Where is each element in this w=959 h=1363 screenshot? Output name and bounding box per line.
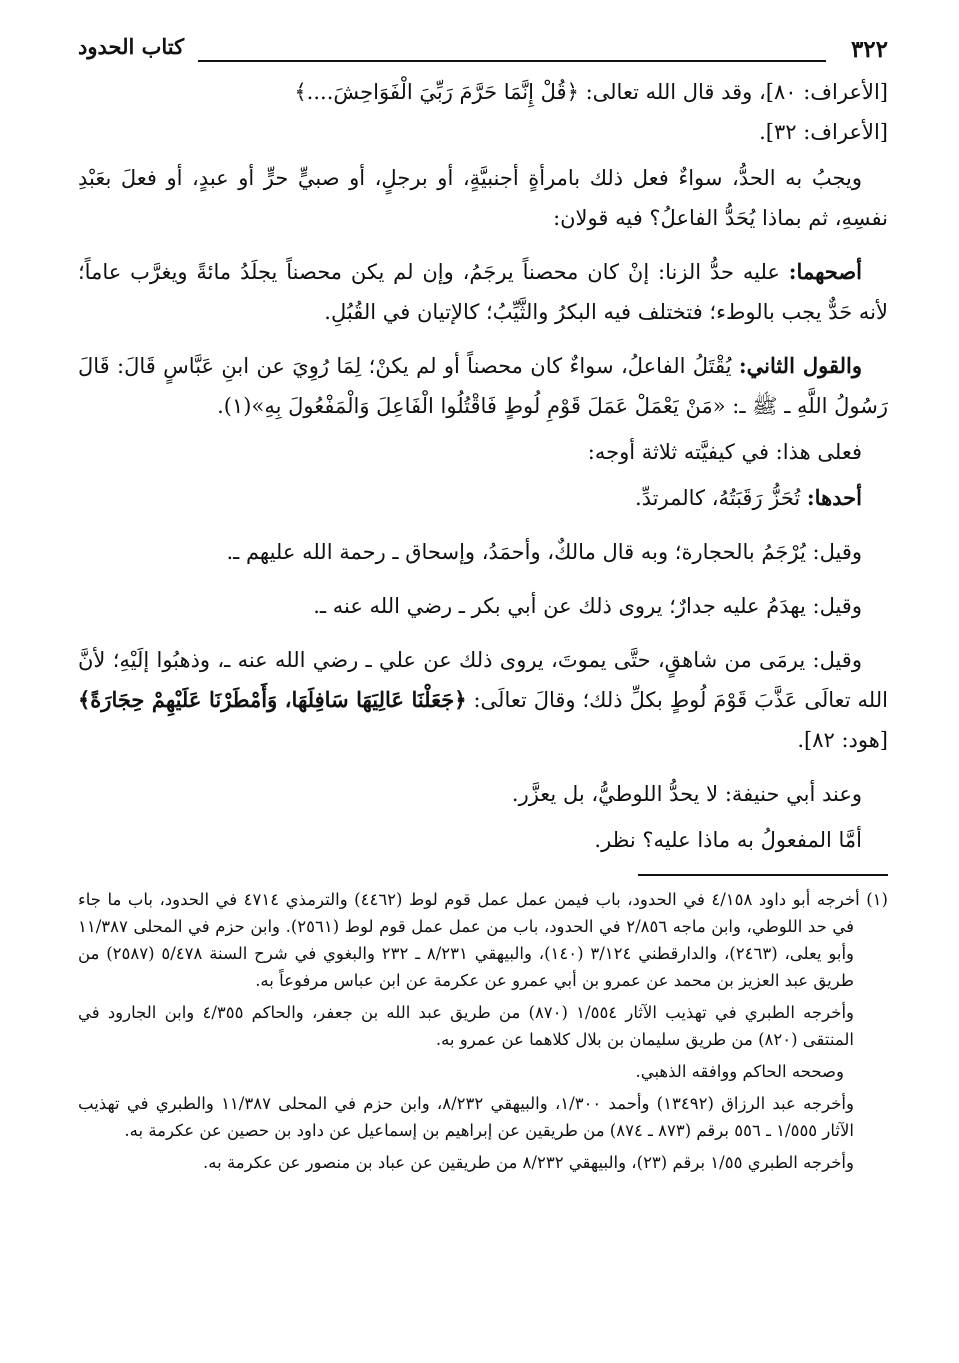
- header-rule: [198, 60, 826, 62]
- footnote-rule: [638, 874, 888, 876]
- paragraph-7: وقيل: يُرْجَمُ بالحجارة؛ وبه قال مالكٌ، وأحمَدُ، وإسحاق ـ رحمة الله عليهم ـ.: [226, 540, 862, 564]
- footnote-1-part-2: وأخرجه الطبري في تهذيب الآثار ١/٥٥٤ (٨٧٠) من طريق عبد الله بن جعفر، والحاكم ٤/٣٥٥ وابن الجارود في المنتقى (٨٢٠) من طريق سليمان بن بلال كلاهما عن عمرو به.: [78, 1003, 854, 1049]
- page: [78, 28, 888, 1181]
- p3-text: عليه حدُّ الزنا: إنْ كان محصناً يرجَمُ، وإن لم يكن محصناً يجلَدُ مائةً ويغرَّب عاماً؛ لأنه حَدٌّ يجب بالوطء؛ فتختلف فيه البكرُ والثَّيِّبُ؛ كالإتيان في القُبُلِ.: [78, 260, 888, 324]
- p9-ref: [هود: ٨٢].: [797, 728, 888, 752]
- paragraph-1: [78, 72, 888, 152]
- footnote-1-part-5: وأخرجه الطبري ١/٥٥ برقم (٢٣)، والبيهقي ٨/٢٣٢ من طريقين عن عباد بن منصور عن عكرمة به.: [203, 1153, 854, 1172]
- p1-line2: [الأعراف: ٣٢].: [759, 120, 888, 144]
- paragraph-10: وعند أبي حنيفة: لا يحدُّ اللوطيُّ، بل يعزَّر.: [511, 782, 862, 806]
- main-text: [78, 72, 888, 860]
- paragraph-3: [78, 252, 888, 332]
- p9-quran: ﴿جَعَلْنَا عَالِيَهَا سَافِلَهَا، وَأَمْطَرْنَا عَلَيْهِمْ حِجَارَةً﴾: [78, 687, 467, 712]
- paragraph-6: [78, 478, 888, 518]
- footnote-1: (١) أخرجه أبو داود ٤/١٥٨ في الحدود، باب فيمن عمل عمل قوم لوط (٤٤٦٢) والترمذي ٤٧١٤ في الحدود، باب ما جاء في حد اللوطي، وابن ماجه ٢/٨٥٦ في الحدود، باب من عمل عمل قوم لوط (٢٥٦١). وابن حزم في المحلى ١١/٣٨٧ وأبو يعلى، (٢٤٦٣)، والدارقطني ٣/١٢٤ (١٤٠)، والبيهقي ٨/٢٣١ ـ ٢٣٢ والبغوي في شرح السنة ٥/٤٧٨ (٢٥٨٧) من طريق عبد العزيز بن محمد عن عمرو بن أبي عمرو عن عكرمة عن ابن عباس مرفوعاً به.: [78, 890, 888, 990]
- paragraph-2: ويجبُ به الحدُّ، سواءٌ فعل ذلك بامرأةٍ أجنبيَّةٍ، أو برجلٍ، أو صبيٍّ حرٍّ أو عبدٍ، أو فعلَ بعَبْدِ نفسِهِ، ثم بماذا يُحَدُّ الفاعلُ؟ فيه قولان:: [78, 166, 888, 230]
- p4-lead: والقول الثاني:: [738, 353, 863, 378]
- footnote-1-part-3: وصححه الحاكم ووافقه الذهبي.: [635, 1062, 844, 1081]
- p1-line1: [الأعراف: ٨٠]، وقد قال الله تعالى: ﴿قُلْ إِنَّمَا حَرَّمَ رَبِّيَ الْفَوَاحِشَ....﴾: [294, 80, 888, 104]
- p3-lead: أصحهما:: [788, 259, 862, 284]
- paragraph-9: [78, 640, 888, 760]
- p4-text: يُقْتَلُ الفاعلُ، سواءٌ كان محصناً أو لم يكنْ؛ لِمَا رُوِيَ عن ابنِ عَبَّاسٍ قَالَ: قَالَ رَسُولُ اللَّهِ ـ ﷺ ـ: «مَنْ يَعْمَلْ عَمَلَ قَوْمِ لُوطٍ فَاقْتُلُوا الْفَاعِلَ وَالْمَفْعُولَ بِهِ»(١).: [78, 354, 888, 418]
- page-number: ٣٢٢: [850, 36, 888, 63]
- p6-text: تُحَزُّ رَقَبَتُهُ، كالمرتدِّ.: [634, 486, 807, 510]
- footnote-1-part-4: وأخرجه عبد الرزاق (١٣٤٩٢) وأحمد ١/٣٠٠، والبيهقي ٨/٢٣٢، وابن حزم في المحلى ١١/٣٨٧ والطبري في تهذيب الآثار ١/٥٥٥ ـ ٥٥٦ برقم (٨٧٣ ـ ٨٧٤) من طريقين عن إبراهيم بن إسماعيل عن داود بن حصين عن عكرمة به.: [78, 1094, 854, 1140]
- p6-lead: أحدها:: [806, 485, 862, 510]
- footnotes: [78, 886, 888, 1176]
- paragraph-8: وقيل: يهدَمُ عليه جدارٌ؛ يروى ذلك عن أبي بكر ـ رضي الله عنه ـ.: [313, 594, 862, 618]
- paragraph-11: أمَّا المفعولُ به ماذا عليه؟ نظر.: [594, 828, 862, 852]
- page-header: [78, 28, 888, 72]
- p9-text: وقيل: يرمَى من شاهقٍ، حتَّى يموتَ، يروى ذلك عن علي ـ رضي الله عنه ـ، وذهبُوا إلَيْهِ؛ لأنَّ الله تعالَى عَذَّبَ قَوْمَ لُوطٍ بكلِّ ذلك؛ وقالَ تعالَى:: [78, 648, 888, 712]
- paragraph-5: فعلى هذا: في كيفيَّته ثلاثة أوجه:: [587, 440, 862, 464]
- running-title: كتاب الحدود: [78, 34, 185, 59]
- paragraph-4: [78, 346, 888, 426]
